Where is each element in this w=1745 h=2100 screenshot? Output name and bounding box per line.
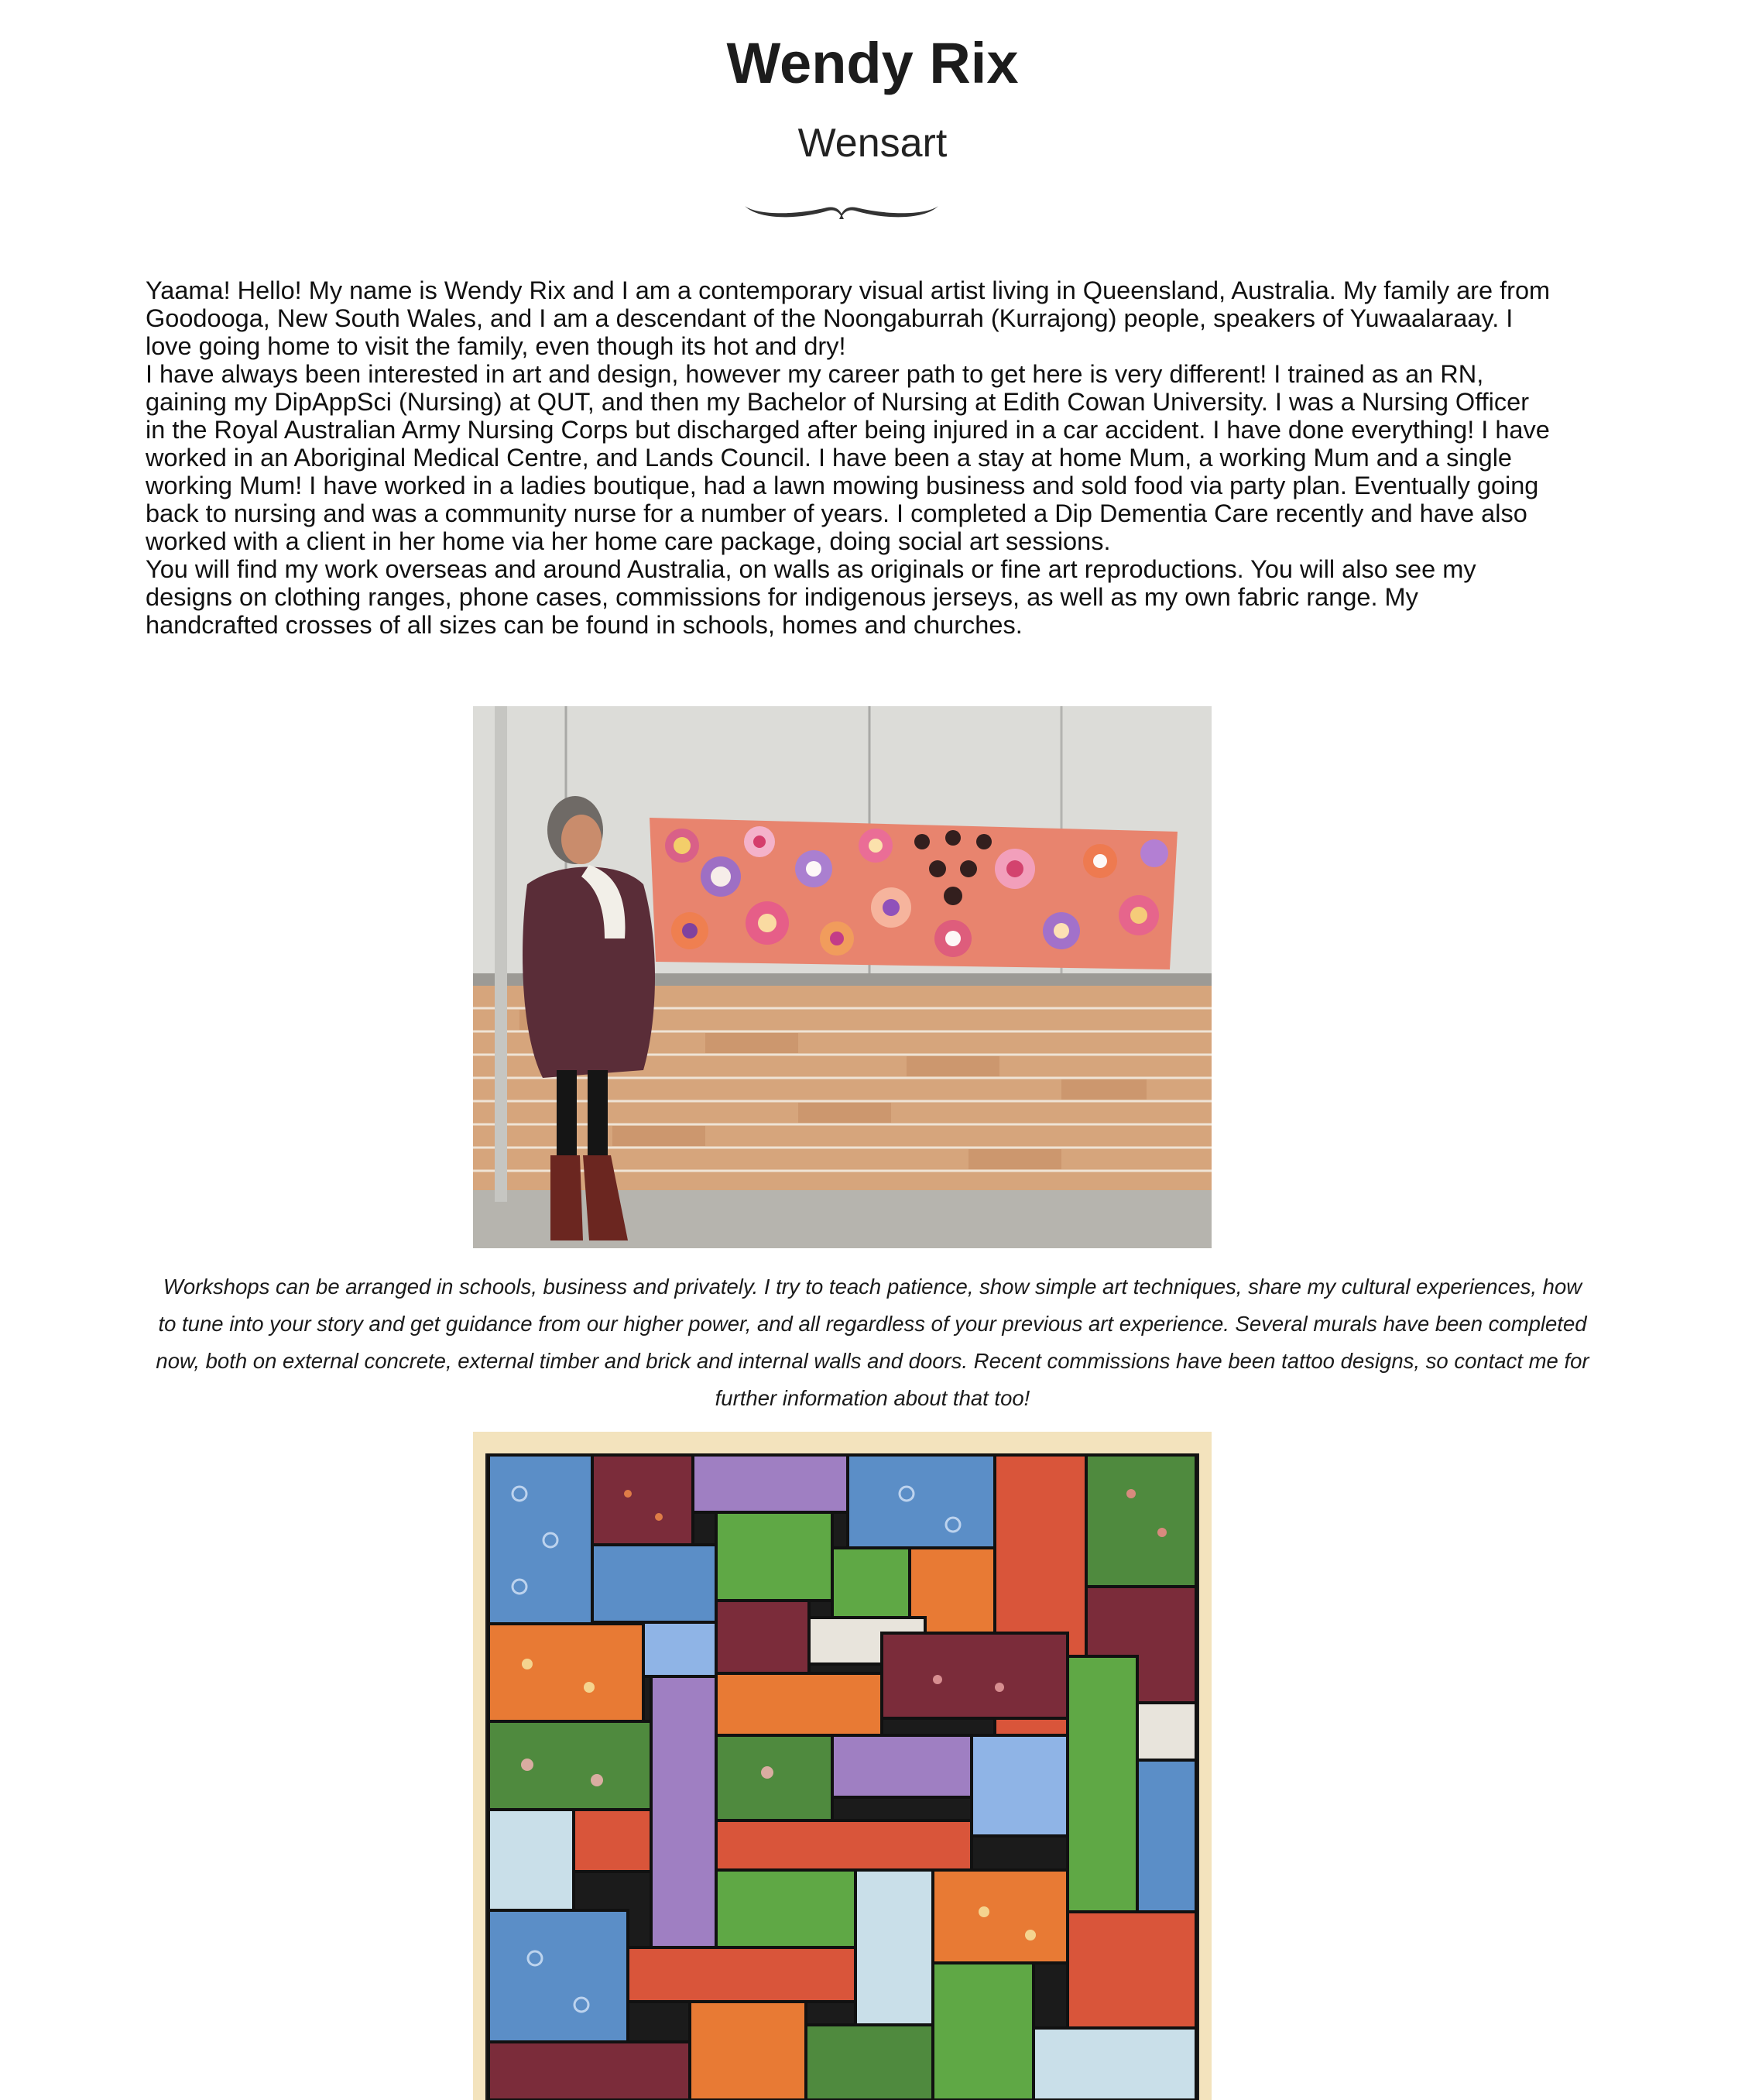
intro-text — [146, 276, 1555, 639]
flourish-divider-icon — [743, 194, 940, 225]
site-subtitle: Wensart — [797, 121, 948, 166]
site-title: Wendy Rix — [726, 31, 1019, 95]
intro-paragraph: Yaama! Hello! My name is Wendy Rix and I am a contemporary visual artist living in Queensland, Australia. My family are from Goodooga, New South Wales, and I am a descendant of the Noongaburrah (Kurrajong) people, speakers of Yuwaalaraay. I love going home to visit the family, even though its hot and dry! — [146, 276, 1551, 360]
intro-paragraph: I have always been interested in art and design, however my career path to get here is very different! I trained as an RN, gaining my DipAppSci (Nursing) at QUT, and then my Bachelor of Nursing at Edith Cowan University. I was a Nursing Officer in the Royal Australian Army Nursing Corps but discharged after being injured in a car accident. I have done everything! I have worked in an Aboriginal Medical Centre, and Lands Council. I have been a stay at home Mum, a working Mum and a single working Mum! I have worked in a ladies boutique, had a lawn mowing business and sold food via party plan. Eventually going back to nursing and was a community nurse for a number of years. I completed a Dip Dementia Care recently and have also worked with a client in her home via her home care package, doing social art sessions. — [146, 360, 1550, 555]
artist-mural-photo — [473, 706, 1212, 1248]
intro-paragraph: You will find my work overseas and around Australia, on walls as originals or fine art reproductions. You will also see my designs on clothing ranges, phone cases, commissions for indigenous jerseys, as well as my own fabric range. My handcrafted crosses of all sizes can be found in schools, homes and churches. — [146, 555, 1476, 639]
workshop-caption: Workshops can be arranged in schools, business and privately. I try to teach patience, show simple art techniques, share my cultural experiences, how to tune into your story and get guidance from our higher power, and all regardless of your previous art experience. Several murals have been completed now, both on external concrete, external timber and brick and internal walls and doors. Recent commissions have been tattoo designs, so contact me for further information about that too! — [156, 1275, 1589, 1410]
patchwork-painting-photo — [473, 1432, 1212, 2100]
